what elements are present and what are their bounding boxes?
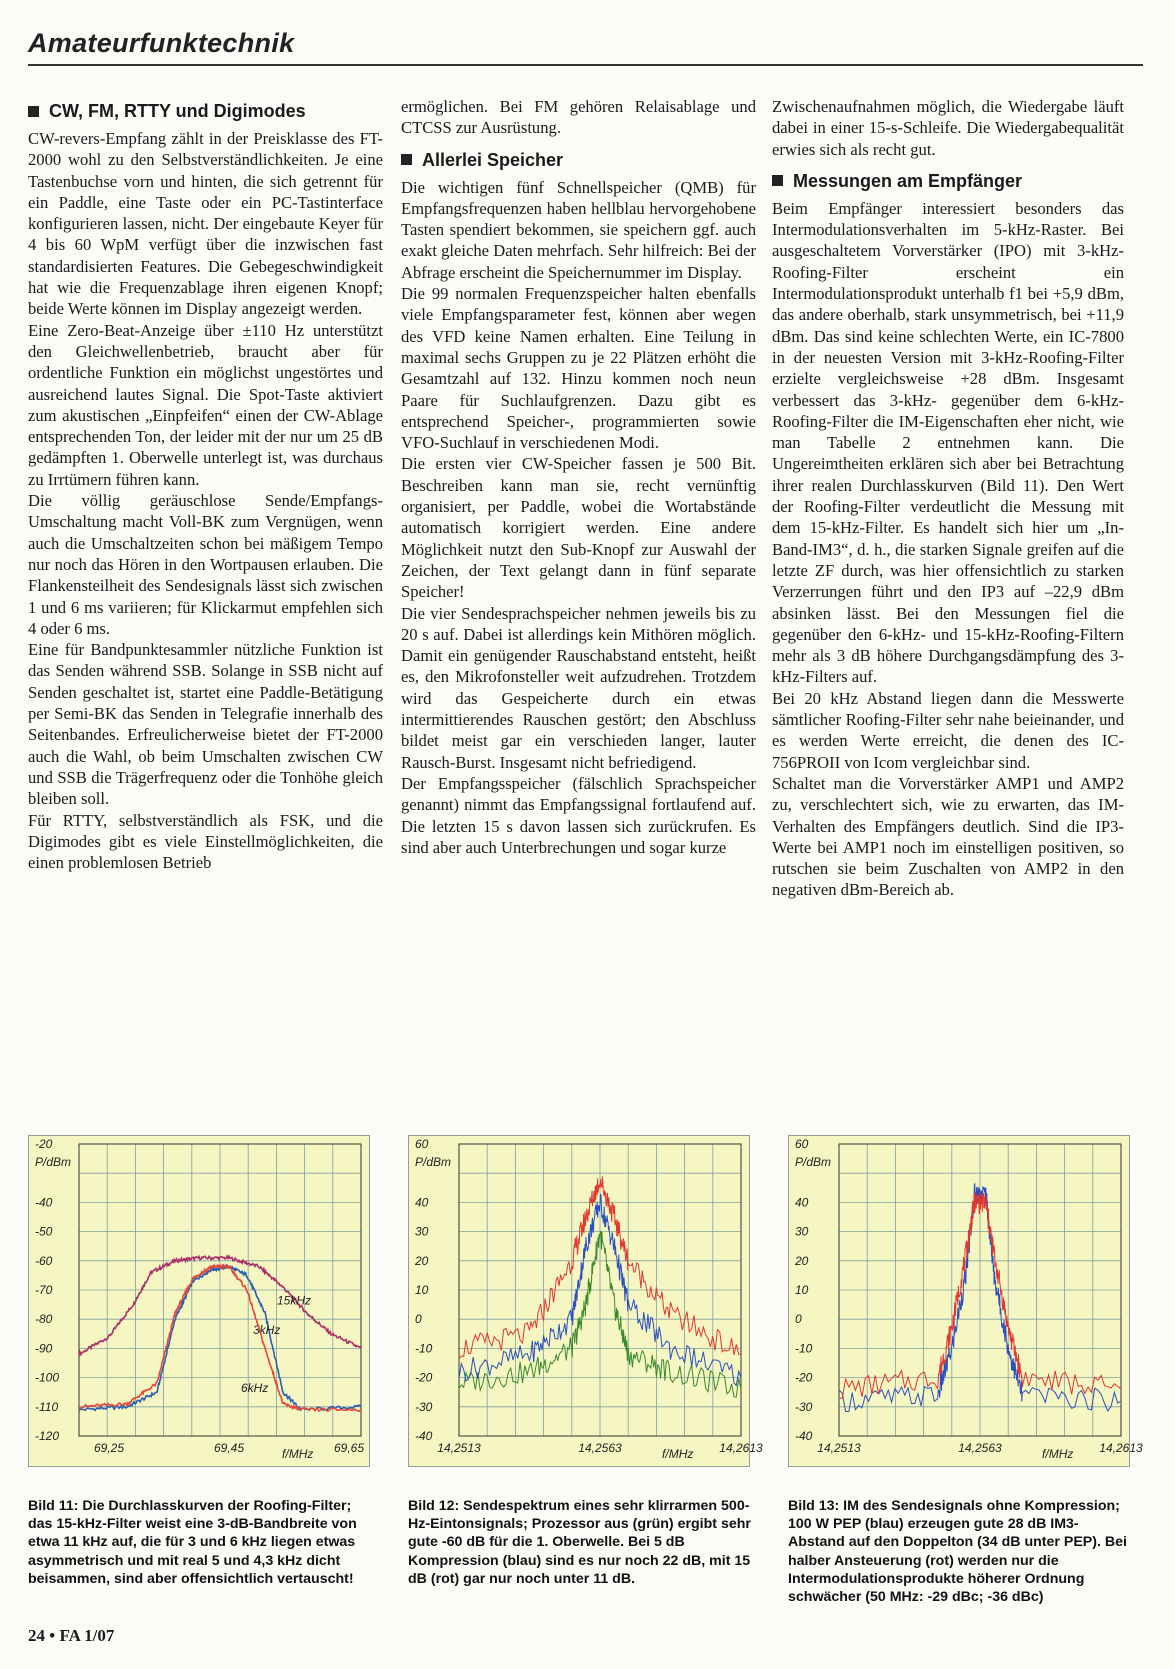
series-label: 3kHz [253, 1322, 281, 1337]
y-tick-label: -60 [35, 1253, 53, 1268]
x-tick-label: 69,65 [333, 1441, 365, 1455]
column-3 [772, 96, 1124, 901]
figure-12-caption: Bild 12: Sendespektrum eines sehr klirrarmen 500-Hz-Eintonsignals; Prozessor aus (grün) ergibt sehr gute -60 dB für die 1. Oberwelle. Bei 5 dB Kompression (blau) sind es nur noch 22 dB, mit 15 dB (rot) gar nur noch unter 11 dB. [408, 1498, 751, 1587]
x-tick-label: 14,2513 [437, 1441, 481, 1455]
x-tick-label: 69,25 [93, 1441, 125, 1455]
y-axis-label: P/dBm [35, 1155, 72, 1169]
y-tick-label: 60 [795, 1137, 809, 1151]
paragraph: Eine für Bandpunktesammler nützliche Funktion ist das Senden während SSB. Solange in SSB nicht auf Senden geschaltet ist, startet eine Paddle-Betätigung per Semi-BK das Senden in Telegrafie innerhalb des Seitenbandes. Erfreulicherweise bietet der FT-2000 auch die Wahl, ob beim Umschalten zwischen CW und SSB die Trägerfrequenz oder die Tonhöhe gleich bleiben soll. [28, 640, 383, 809]
section-heading: CW, FM, RTTY und Digimodes [28, 100, 383, 122]
x-tick-label: 14,2613 [719, 1441, 763, 1455]
x-tick-label: 14,2513 [817, 1441, 861, 1455]
y-tick-label: -110 [35, 1399, 59, 1414]
y-tick-label: -10 [415, 1341, 433, 1356]
header-rule [28, 64, 1143, 66]
x-axis-label: f/MHz [282, 1447, 314, 1461]
paragraph: Eine Zero-Beat-Anzeige über ±110 Hz unterstützt den Gleichwellenbetrieb, braucht aber für ordentliche Funktion ein möglichst ungestörtes und ausreichend lautes Signal. Die Spot-Taste aktiviert zum akustischen „Einpfeifen“ einen der CW-Ablage entsprechenden Ton, der leider mit der nur um 25 dB gedämpften 1. Oberwelle unterlegt ist, was durchaus zu Irrtümern führen kann. [28, 320, 383, 489]
bullet-square-icon [772, 175, 783, 186]
y-tick-label: -20 [795, 1370, 813, 1385]
paragraph: Bei 20 kHz Abstand liegen dann die Messwerte sämtlicher Roofing-Filter sehr nahe beieinander, und es werden Werte erreicht, die denen des IC-756PROII von Icom vergleichbar sind. [772, 688, 1124, 772]
paragraph: Der Empfangsspeicher (fälschlich Sprachspeicher genannt) nimmt das Empfangssignal fortlaufend auf. Die letzten 15 s davon lassen sich zurückrufen. Es sind aber auch Unterbrechungen und sogar kurze [401, 773, 756, 857]
bullet-square-icon [28, 106, 39, 117]
y-tick-label: 30 [415, 1224, 429, 1239]
paragraph: Schaltet man die Vorverstärker AMP1 und AMP2 zu, verschlechtert sich, wie zu erwarten, das IM-Verhalten des Empfängers deutlich. Sind die IP3-Werte bei AMP1 noch im einstelligen positiven, so rutschen sie beim Zuschalten von AMP2 in den negativen dBm-Bereich ab. [772, 773, 1124, 900]
bullet-square-icon [401, 154, 412, 165]
y-tick-label: -30 [795, 1399, 813, 1414]
y-tick-label: -100 [35, 1370, 60, 1385]
page-footer: 24 • FA 1/07 [28, 1626, 115, 1645]
y-tick-label: -40 [35, 1195, 53, 1210]
y-tick-label: -40 [415, 1429, 433, 1443]
figure-13-chart [788, 1135, 1143, 1467]
figure-11-caption: Bild 11: Die Durchlasskurven der Roofing-Filter; das 15-kHz-Filter weist eine 3-dB-Bandbreite von etwa 11 kHz auf, die für 3 und 6 kHz liegen etwas asymmetrisch und mit real 5 und 4,3 kHz dicht beisammen, sind aber offensichtlich vertauscht! [28, 1498, 357, 1587]
y-tick-label: -90 [35, 1341, 53, 1356]
series-label: 6kHz [241, 1381, 269, 1396]
paragraph: Beim Empfänger interessiert besonders das Intermodulationsverhalten im 5-kHz-Raster. Bei ausgeschaltetem Vorverstärker (IPO) mit 3-kHz-Roofing-Filter erscheint ein Intermodulationsprodukt unterhalb f1 bei +5,9 dBm, das andere oberhalb, stark unsymmetrisch, bei +11,9 dBm. Das sind keine schlechten Werte, ein IC-7800 in der neuesten Version mit 3-kHz-Roofing-Filter erzielte vergleichsweise +28 dBm. Insgesamt verbessert das 3-kHz- gegenüber dem 6-kHz-Roofing-Filter die IM-Eigenschaften eher nicht, wie man Tabelle 2 entnehmen kann. Die Ungereimtheiten erklären sich aber bei Betrachtung ihrer realen Durchlasskurven (Bild 11). Den Wert der Roofing-Filter verdeutlicht die Messung mit dem 15-kHz-Filter. Es handelt sich hier um „In-Band-IM3“, d. h., die starken Signale greifen auf die letzte ZF durch, was hier offensichtlich zu starken Verzerrungen führt und den IP3 auf –22,9 dBm absinken lässt. Bei den Messungen fiel die gegenüber den 6-kHz- und 15-kHz-Roofing-Filtern mehr als 3 dB höhere Durchgangsdämpfung des 3-kHz-Filters auf. [772, 198, 1124, 687]
paragraph: Die ersten vier CW-Speicher fassen je 500 Bit. Beschreiben kann man sie, recht vernünftig organisiert, per Paddle, wobei die Wortabstände automatisch korrigiert werden. Eine andere Möglichkeit nutzt den Sub-Knopf zur Auswahl der Zeichen, der Text gelangt dann in fünf separate Speicher! [401, 454, 756, 602]
y-tick-label: 0 [795, 1312, 802, 1327]
y-tick-label: 60 [415, 1137, 429, 1151]
y-tick-label: 0 [415, 1312, 422, 1327]
section-heading: Messungen am Empfänger [772, 170, 1124, 192]
x-axis-label: f/MHz [1042, 1447, 1074, 1461]
y-tick-label: 40 [415, 1195, 429, 1210]
paragraph: Zwischenaufnahmen möglich, die Wiedergabe läuft dabei in einer 15-s-Schleife. Die Wiedergabequalität erwies sich als recht gut. [772, 97, 1124, 159]
paragraph: Die vier Sendesprachspeicher nehmen jeweils bis zu 20 s auf. Dabei ist allerdings kein Mithören möglich. Damit ein genügender Rauschabstand entsteht, heißt es, den Mikrofonsteller weit aufzudrehen. Trotzdem wird das Gespeicherte durch ein etwas intermittierendes Rauschen gestört; den Abschluss bildet meist gar ein verschieden langer, lauter Rausch-Burst. Insgesamt nicht befriedigend. [401, 603, 756, 772]
figure-13-caption: Bild 13: IM des Sendesignals ohne Kompression; 100 W PEP (blau) erzeugen gute 28 dB IM3-Abstand auf den Doppelton (34 dB unter PEP). Bei halber Ansteuerung (rot) werden nur die Intermodulationsprodukte höherer Ordnung schwächer (50 MHz: -29 dBc; -36 dBc) [788, 1498, 1127, 1606]
y-tick-label: -10 [795, 1341, 813, 1356]
x-tick-label: 14,2563 [958, 1441, 1002, 1455]
y-tick-label: -120 [35, 1429, 60, 1443]
y-tick-label: -30 [415, 1399, 433, 1414]
y-tick-label: -20 [35, 1137, 53, 1151]
y-tick-label: 10 [795, 1283, 809, 1297]
y-tick-label: -80 [35, 1312, 53, 1327]
y-axis-label: P/dBm [795, 1155, 832, 1169]
x-tick-label: 14,2613 [1099, 1441, 1143, 1455]
series-label: 15kHz [277, 1293, 312, 1308]
y-tick-label: -70 [35, 1283, 53, 1297]
x-tick-label: 69,45 [213, 1441, 245, 1455]
column-2 [401, 96, 756, 858]
y-tick-label: 40 [795, 1195, 809, 1210]
column-1 [28, 96, 383, 873]
y-tick-label: 30 [795, 1224, 809, 1239]
x-tick-label: 14,2563 [578, 1441, 622, 1455]
paragraph: Für RTTY, selbstverständlich als FSK, und die Digimodes gibt es viele Einstellmöglichkeiten, die einen problemlosen Betrieb [28, 810, 383, 873]
y-tick-label: 20 [795, 1253, 809, 1268]
paragraph: Die 99 normalen Frequenzspeicher halten ebenfalls viele Empfangsparameter fest, können aber wegen des VFD keine Namen erhalten. Eine Teilung in maximal sechs Gruppen zu je 22 Plätzen erhöht die Gesamtzahl auf 132. Hinzu kommen noch neun Paare für Suchlaufgrenzen. Dazu gibt es entsprechend Speicher-, programmierten sowie VFO-Suchlauf in verschiedenen Modi. [401, 284, 756, 453]
section-heading: Allerlei Speicher [401, 149, 756, 171]
y-tick-label: -40 [795, 1429, 813, 1443]
paragraph: ermöglichen. Bei FM gehören Relaisablage und CTCSS zur Ausrüstung. [401, 97, 756, 138]
y-axis-label: P/dBm [415, 1155, 452, 1169]
paragraph: Die völlig geräuschlose Sende/Empfangs-Umschaltung macht Voll-BK zum Vergnügen, wenn auch die Umschaltzeiten schon bei mäßigem Tempo nur noch das Hören in den Wortpausen erlauben. Die Flankensteilheit des Sendesignals lässt sich zwischen 1 und 6 ms variieren; für Klickarmut empfehlen sich 4 oder 6 ms. [28, 491, 383, 638]
page-section-title: Amateurfunktechnik [28, 28, 295, 58]
figure-11-chart [28, 1135, 370, 1467]
page-header [28, 28, 1143, 59]
y-tick-label: -50 [35, 1224, 53, 1239]
x-axis-label: f/MHz [662, 1447, 694, 1461]
y-tick-label: 10 [415, 1283, 429, 1297]
paragraph: CW-revers-Empfang zählt in der Preisklasse des FT-2000 wohl zu den Selbstverständlichkeiten. Je eine Tastenbuchse vorn und hinten, die sich getrennt für ein Paddle, eine Taste oder ein PC-Tastinterface konfigurieren lassen, nicht. Der eingebaute Keyer für 4 bis 60 WpM verfügt über die inzwischen fast standardisierten Features. Die Gebegeschwindigkeit hat wie die Frequenzablage ihren eigenen Knopf; beide Werte können im Display angezeigt werden. [28, 129, 383, 319]
figure-12-chart [408, 1135, 763, 1467]
paragraph: Die wichtigen fünf Schnellspeicher (QMB) für Empfangsfrequenzen haben hellblau hervorgehobene Tasten spendiert bekommen, sie speichern ggf. auch exakt gleiche Daten mehrfach. Sehr hilfreich: Bei der Abfrage erscheint die Speichernummer im Display. [401, 177, 756, 282]
y-tick-label: -20 [415, 1370, 433, 1385]
y-tick-label: 20 [415, 1253, 429, 1268]
